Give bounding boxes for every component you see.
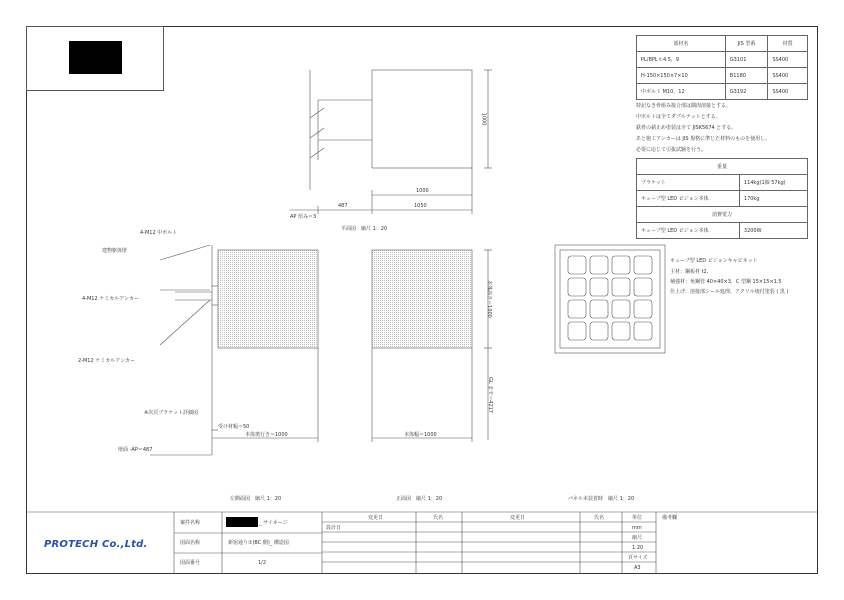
weight-title: 重量 <box>637 159 808 175</box>
power-cell: 3200W <box>739 223 807 239</box>
name-header: 氏名 <box>433 515 444 521</box>
name-header: 氏名 <box>594 515 605 521</box>
remarks-label: 備考欄 <box>662 515 678 521</box>
panel-title: キューブ型 LED ビジョンキャビネット <box>670 258 758 264</box>
power-cell: キューブ型 LED ビジョン本体 <box>637 223 740 239</box>
panel-reinforce: 補強材：角鋼管 40×40×3，C 型鋼 15×15×1.5 <box>670 279 782 285</box>
spec-cell: H-150×150×7×10 <box>637 68 726 84</box>
spec-cell: 中ボルト M10，12 <box>637 84 726 100</box>
plan-dim-offset: 487 <box>338 203 348 209</box>
weight-cell: 114kg(1個 57kg) <box>739 175 807 191</box>
spec-cell: G3192 <box>725 84 768 100</box>
spec-cell: PL/BPL t:4.5，9 <box>637 52 726 68</box>
note-line: 中ボルトは全てダブルナットとする。 <box>636 114 721 120</box>
spec-cell: SS400 <box>768 84 808 100</box>
spec-table <box>636 35 808 100</box>
side-label-wall: 建物躯体壁 <box>102 248 128 254</box>
unit-label: 単位 <box>632 515 643 521</box>
spec-header: 部材名 <box>637 36 726 52</box>
side-label-anchor4: 4-M12 ケミカルアンカー <box>82 296 140 302</box>
drawing-value: 新宿通り①(BC 側)_ 構造図 <box>228 540 289 546</box>
side-label-anchor2: 2-M12 ケミカルアンカー <box>78 358 136 364</box>
spec-header: JIS 型番 <box>725 36 768 52</box>
change-date-header: 変更日 <box>510 515 526 521</box>
note-line: 特記なき骨組み接合部は隅肉溶接とする。 <box>636 103 732 109</box>
drawing-label: 図面名称 <box>180 540 201 546</box>
side-label-detail: ※次頁ブラケット詳細図 <box>144 410 198 416</box>
note-line: 必要に応じて引抜試験を行う。 <box>636 147 707 153</box>
panel-finish: 仕上げ：溶接部シール処理、アクリル焼付塗装 ( 黒 ) <box>670 289 789 295</box>
side-caption: 左側面図 縮尺 1：20 <box>230 496 282 502</box>
weight-table <box>636 158 808 239</box>
weight-cell: ブラケット <box>637 175 740 191</box>
number-label: 図面番号 <box>180 560 201 566</box>
spec-cell: SS400 <box>768 68 808 84</box>
company-logo: PROTECH Co.,Ltd. <box>44 539 148 550</box>
side-dim-receive: 受け材幅＝50 <box>218 424 250 430</box>
front-dim-height: 本体高さ＝1000 <box>485 280 492 318</box>
unit-value: mm <box>632 525 642 531</box>
project-label: 案件名称 <box>180 520 201 526</box>
plan-caption: 平面図 縮尺 1：20 <box>341 226 388 232</box>
panel-main: 主材：鋼板材 t2, <box>670 269 709 275</box>
side-dim-depth: 本体奥行き＝1000 <box>245 432 288 438</box>
weight-cell: 170kg <box>739 191 807 207</box>
front-dim-width: 本体幅＝1000 <box>404 432 437 438</box>
scale-value: 1:20 <box>632 545 644 551</box>
power-title: 消費電力 <box>637 207 808 223</box>
front-caption: 正面図 縮尺 1：20 <box>396 496 443 502</box>
spec-cell: G3101 <box>725 52 768 68</box>
plan-dim-width-1: 1000 <box>416 188 429 194</box>
plan-ap-label: AP 厚み＝3 <box>290 214 317 220</box>
project-value: _ サイネージ <box>259 520 288 526</box>
scale-label: 縮尺 <box>632 535 643 541</box>
weight-cell: キューブ型 LED ビジョン本体 <box>637 191 740 207</box>
panel-caption: パネル未装着時 縮尺 1：20 <box>568 496 635 502</box>
plan-dim-width-2: 1050 <box>414 203 427 209</box>
design-date-label: 設計日 <box>326 525 342 531</box>
spec-header: 材質 <box>768 36 808 52</box>
change-date-header: 変更日 <box>368 515 384 521</box>
size-label: 頁サイズ <box>628 555 648 561</box>
note-line: 鉄骨の錆止め塗装は全て JISK5674 とする。 <box>636 125 737 131</box>
spec-cell: B1180 <box>725 68 768 84</box>
size-value: A3 <box>634 565 641 571</box>
redacted-project-name <box>226 517 258 527</box>
note-line: あと施工アンカーは JIS 規格に準じた材料のものを使用し、 <box>636 136 771 142</box>
spec-cell: SS400 <box>768 52 808 68</box>
side-dim-wall: 壁面 -AP＝487 <box>118 447 153 453</box>
plan-dim-height: 1000 <box>480 112 487 126</box>
front-dim-gl: GL まで＝4217 <box>486 377 493 413</box>
number-value: 1/2 <box>258 560 267 566</box>
side-label-bolt: 4-M12 中ボルト <box>140 230 178 236</box>
